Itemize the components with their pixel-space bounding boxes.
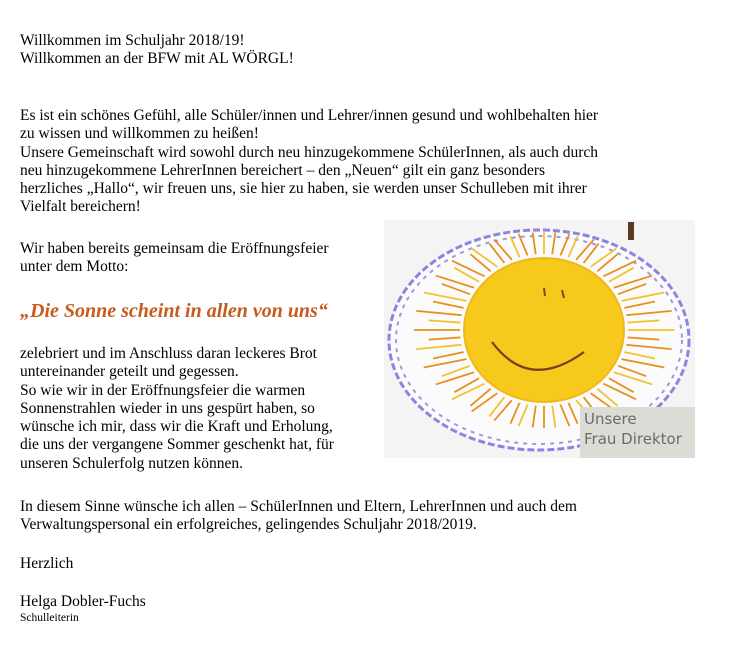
text-line: Sonnenstrahlen wieder in uns gespürt haben, so (20, 399, 315, 417)
text-line: herzliches „Hallo“, wir freuen uns, sie hier zu haben, sie werden unser Schulleben mit ihrer (20, 180, 587, 198)
text-line: zu wissen und willkommen zu heißen! (20, 125, 259, 143)
image-caption (580, 407, 695, 458)
signature-role: Schulleiterin (20, 612, 79, 624)
text-line: untereinander geteilt und gegessen. (20, 363, 239, 381)
text-line: In diesem Sinne wünsche ich allen – SchülerInnen und Eltern, LehrerInnen und auch dem (20, 498, 577, 515)
text-line: die uns der vergangene Sommer geschenkt hat, für (20, 436, 334, 454)
pin-mark (628, 222, 634, 240)
wishes-paragraph (20, 498, 577, 535)
opening-paragraph (20, 240, 329, 277)
motto-heading: „Die Sonne scheint in allen von uns“ (20, 300, 328, 322)
text-line: Wir haben bereits gemeinsam die Eröffnungsfeier (20, 240, 329, 257)
text-line: neu hinzugekommene LehrerInnen bereichert – den „Neuen“ gilt ein ganz besonders (20, 161, 546, 179)
text-line: zelebriert und im Anschluss daran leckeres Brot (20, 345, 317, 362)
closing-greeting: Herzlich (20, 555, 74, 572)
welcome-heading-2: Willkommen an der BFW mit AL WÖRGL! (20, 50, 294, 67)
text-line: So wie wir in der Eröffnungsfeier die warmen (20, 381, 306, 399)
celebration-paragraph (20, 345, 334, 473)
welcome-heading-1: Willkommen im Schuljahr 2018/19! (20, 32, 245, 49)
text-line: Unsere Gemeinschaft wird sowohl durch neu hinzugekommene SchülerInnen, als auch durch (20, 143, 599, 161)
text-line: Verwaltungspersonal ein erfolgreiches, gelingendes Schuljahr 2018/2019. (20, 516, 477, 534)
text-line: Es ist ein schönes Gefühl, alle Schüler/innen und Lehrer/innen gesund und wohlbehalten hier (20, 107, 599, 124)
text-line: unseren Schulerfolg nutzen können. (20, 454, 243, 472)
left-eye (544, 288, 545, 296)
caption-line: Frau Direktor (584, 430, 682, 448)
text-line: Vielfalt bereichern! (20, 198, 141, 216)
text-line: wünsche ich mir, dass wir die Kraft und Erholung, (20, 418, 333, 436)
text-line: unter dem Motto: (20, 258, 129, 276)
intro-paragraph (20, 107, 598, 217)
signature-name: Helga Dobler-Fuchs (20, 593, 146, 610)
caption-line: Unsere (584, 410, 637, 428)
